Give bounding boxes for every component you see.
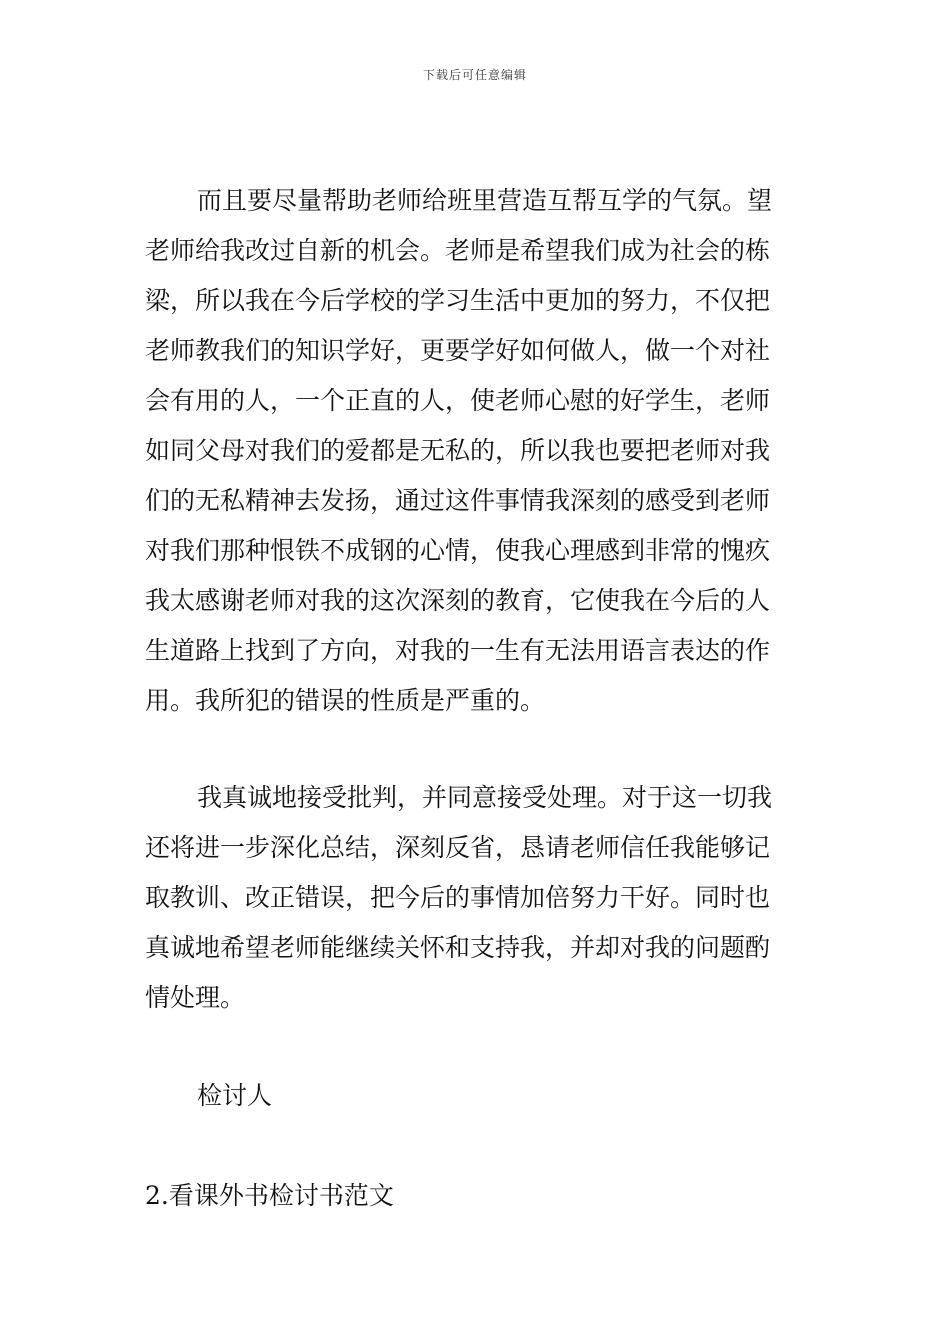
paragraph-line: 还将进一步深化总结，深刻反省，恳请老师信任我能够记 <box>145 833 771 862</box>
section-heading-text: 2.看课外书检讨书范文 <box>145 1181 394 1210</box>
paragraph-line: 老师给我改过自新的机会。老师是希望我们成为社会的栋 <box>145 236 771 265</box>
paragraph-line: 情处理。 <box>145 983 246 1012</box>
paragraph-line: 我太感谢老师对我的这次深刻的教育，它使我在今后的人 <box>145 586 771 615</box>
paragraph-line: 用。我所犯的错误的性质是严重的。 <box>145 686 546 715</box>
paragraph-line: 如同父母对我们的爱都是无私的，所以我也要把老师对我 <box>145 436 771 465</box>
paragraph-line: 会有用的人，一个正直的人，使老师心慰的好学生，老师 <box>145 386 771 415</box>
paragraph-line: 老师教我们的知识学好，更要学好如何做人，做一个对社 <box>145 336 771 365</box>
paragraph-line: 我真诚地接受批判，并同意接受处理。对于这一切我 <box>197 783 773 812</box>
paragraph-1 <box>145 176 807 726</box>
paragraph-line: 生道路上找到了方向，对我的一生有无法用语言表达的作 <box>145 636 771 665</box>
paragraph-line: 们的无私精神去发扬，通过这件事情我深刻的感受到老师 <box>145 486 771 515</box>
paragraph-line: 真诚地希望老师能继续关怀和支持我，并却对我的问题酌 <box>145 933 771 962</box>
paragraph-line: 取教训、改正错误，把今后的事情加倍努力干好。同时也 <box>145 883 771 912</box>
section-heading <box>145 1171 807 1221</box>
paragraph-line: 而且要尽量帮助老师给班里营造互帮互学的气氛。望 <box>197 186 773 215</box>
page-header: 下载后可任意编辑 <box>422 68 527 82</box>
signature-label: 检讨人 <box>197 1081 273 1110</box>
paragraph-line: 梁，所以我在今后学校的学习生活中更加的努力，不仅把 <box>145 286 771 315</box>
signature-block <box>145 1071 807 1121</box>
paragraph-line: 对我们那种恨铁不成钢的心情，使我心理感到非常的愧疚 <box>145 536 771 565</box>
paragraph-2 <box>145 773 807 1023</box>
